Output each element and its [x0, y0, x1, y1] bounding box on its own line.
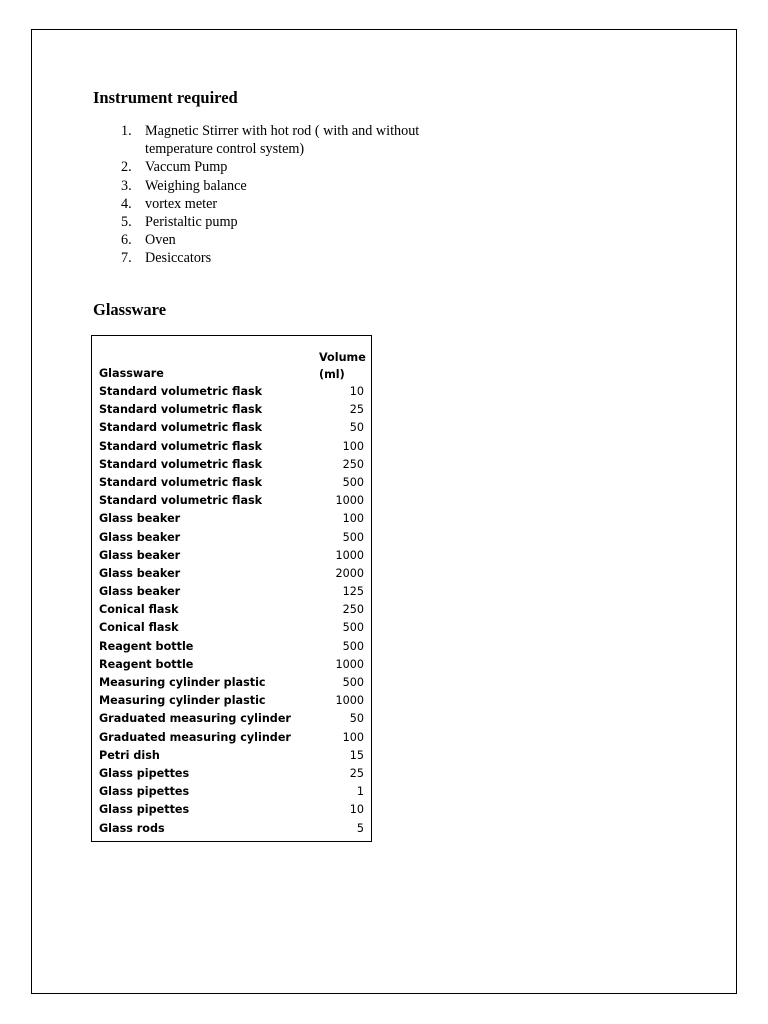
table-row: [92, 820, 371, 838]
cell-glassware-name: Glass pipettes: [99, 766, 190, 780]
table-row: [92, 619, 371, 637]
list-item-text: vortex meter: [145, 195, 218, 212]
cell-volume: 100: [342, 439, 364, 453]
cell-volume: 5: [356, 821, 364, 835]
cell-volume: 1: [356, 785, 364, 799]
cell-volume: 500: [342, 475, 364, 489]
cell-volume: 1000: [335, 548, 364, 562]
table-row: [92, 383, 371, 401]
list-item-text: Vaccum Pump: [145, 159, 228, 176]
cell-glassware-name: Glass pipettes: [99, 785, 190, 799]
cell-volume: 25: [349, 766, 364, 780]
table-row: [92, 638, 371, 656]
cell-glassware-name: Graduated measuring cylinder: [99, 730, 291, 744]
cell-volume: 100: [342, 730, 364, 744]
table-row: [92, 456, 371, 474]
table-row: [92, 419, 371, 437]
cell-volume: 1000: [335, 657, 364, 671]
cell-glassware-name: Standard volumetric flask: [99, 457, 263, 471]
cell-volume: 15: [349, 748, 364, 762]
table-row: [92, 783, 371, 801]
cell-glassware-name: Glass beaker: [99, 530, 181, 544]
cell-volume: 250: [342, 603, 364, 617]
cell-glassware-name: Conical flask: [99, 603, 179, 617]
glassware-heading: Glassware: [93, 300, 167, 319]
cell-volume: 50: [349, 421, 364, 435]
list-item: [121, 249, 465, 267]
list-item-text: Desiccators: [145, 250, 212, 267]
list-item-number: 5.: [121, 214, 132, 231]
cell-glassware-name: Standard volumetric flask: [99, 475, 263, 489]
table-row: [92, 710, 371, 728]
cell-glassware-name: Petri dish: [99, 748, 160, 762]
list-item-number: 7.: [121, 250, 132, 267]
list-item-text: Peristaltic pump: [145, 214, 238, 231]
table-row: [92, 801, 371, 819]
cell-glassware-name: Reagent bottle: [99, 639, 194, 653]
cell-glassware-name: Standard volumetric flask: [99, 385, 263, 398]
cell-volume: 500: [342, 621, 364, 635]
cell-volume: 2000: [335, 566, 364, 580]
table-row: [92, 547, 371, 565]
table-row: [92, 438, 371, 456]
cell-glassware-name: Glass beaker: [99, 512, 181, 526]
cell-glassware-name: Measuring cylinder plastic: [99, 676, 266, 689]
list-item-number: 4.: [121, 195, 132, 212]
column-header-volume-line2: (ml): [319, 368, 345, 381]
table-row: [92, 747, 371, 765]
cell-glassware-name: Glass beaker: [99, 548, 181, 562]
table-row: [92, 565, 371, 583]
list-item: [121, 122, 465, 158]
table-row: [92, 765, 371, 783]
cell-volume: 250: [342, 457, 364, 471]
list-item: [121, 213, 465, 231]
list-item-number: 6.: [121, 232, 132, 249]
cell-volume: 10: [349, 385, 364, 398]
list-item: [121, 177, 465, 195]
cell-glassware-name: Standard volumetric flask: [99, 421, 263, 435]
cell-glassware-name: Reagent bottle: [99, 657, 194, 671]
cell-glassware-name: Glass pipettes: [99, 803, 190, 817]
cell-volume: 500: [342, 676, 364, 689]
table-row: [92, 692, 371, 710]
cell-volume: 1000: [335, 694, 364, 708]
list-item-number: 2.: [121, 159, 132, 176]
list-item: [121, 158, 465, 176]
table-row: [92, 601, 371, 619]
table-row: [92, 510, 371, 528]
table-row: [92, 583, 371, 601]
list-item-text: Weighing balance: [145, 177, 247, 194]
table-row: [92, 474, 371, 492]
table-row: [92, 529, 371, 547]
cell-glassware-name: Glass rods: [99, 821, 165, 835]
cell-volume: 125: [342, 585, 364, 599]
column-header-glassware: Glassware: [99, 367, 164, 380]
column-header-volume: [319, 349, 366, 383]
cell-volume: 1000: [335, 494, 364, 508]
table-row: [92, 656, 371, 674]
cell-glassware-name: Conical flask: [99, 621, 179, 635]
cell-glassware-name: Standard volumetric flask: [99, 403, 263, 417]
table-row: [92, 492, 371, 510]
cell-glassware-name: Glass beaker: [99, 566, 181, 580]
table-row: [92, 729, 371, 747]
table-row: [92, 401, 371, 419]
cell-glassware-name: Standard volumetric flask: [99, 494, 263, 508]
cell-volume: 500: [342, 639, 364, 653]
cell-glassware-name: Standard volumetric flask: [99, 439, 263, 453]
list-item-text: Magnetic Stirrer with hot rod ( with and without temperature control system): [145, 123, 420, 158]
table-header: [92, 336, 371, 384]
instrument-list: [121, 122, 465, 268]
glassware-table: [91, 335, 372, 842]
list-item-text: Oven: [145, 232, 176, 249]
instrument-heading: Instrument required: [93, 88, 238, 107]
column-header-volume-line1: Volume: [319, 351, 366, 364]
cell-glassware-name: Measuring cylinder plastic: [99, 694, 266, 708]
table-row: [92, 674, 371, 692]
cell-volume: 50: [349, 712, 364, 726]
list-item: [121, 195, 465, 213]
cell-glassware-name: Graduated measuring cylinder: [99, 712, 291, 726]
table-body: [92, 383, 371, 838]
cell-volume: 500: [342, 530, 364, 544]
list-item: [121, 231, 465, 249]
cell-volume: 100: [342, 512, 364, 526]
cell-volume: 10: [349, 803, 364, 817]
list-item-number: 3.: [121, 177, 132, 194]
cell-glassware-name: Glass beaker: [99, 585, 181, 599]
list-item-number: 1.: [121, 123, 132, 139]
cell-volume: 25: [349, 403, 364, 417]
